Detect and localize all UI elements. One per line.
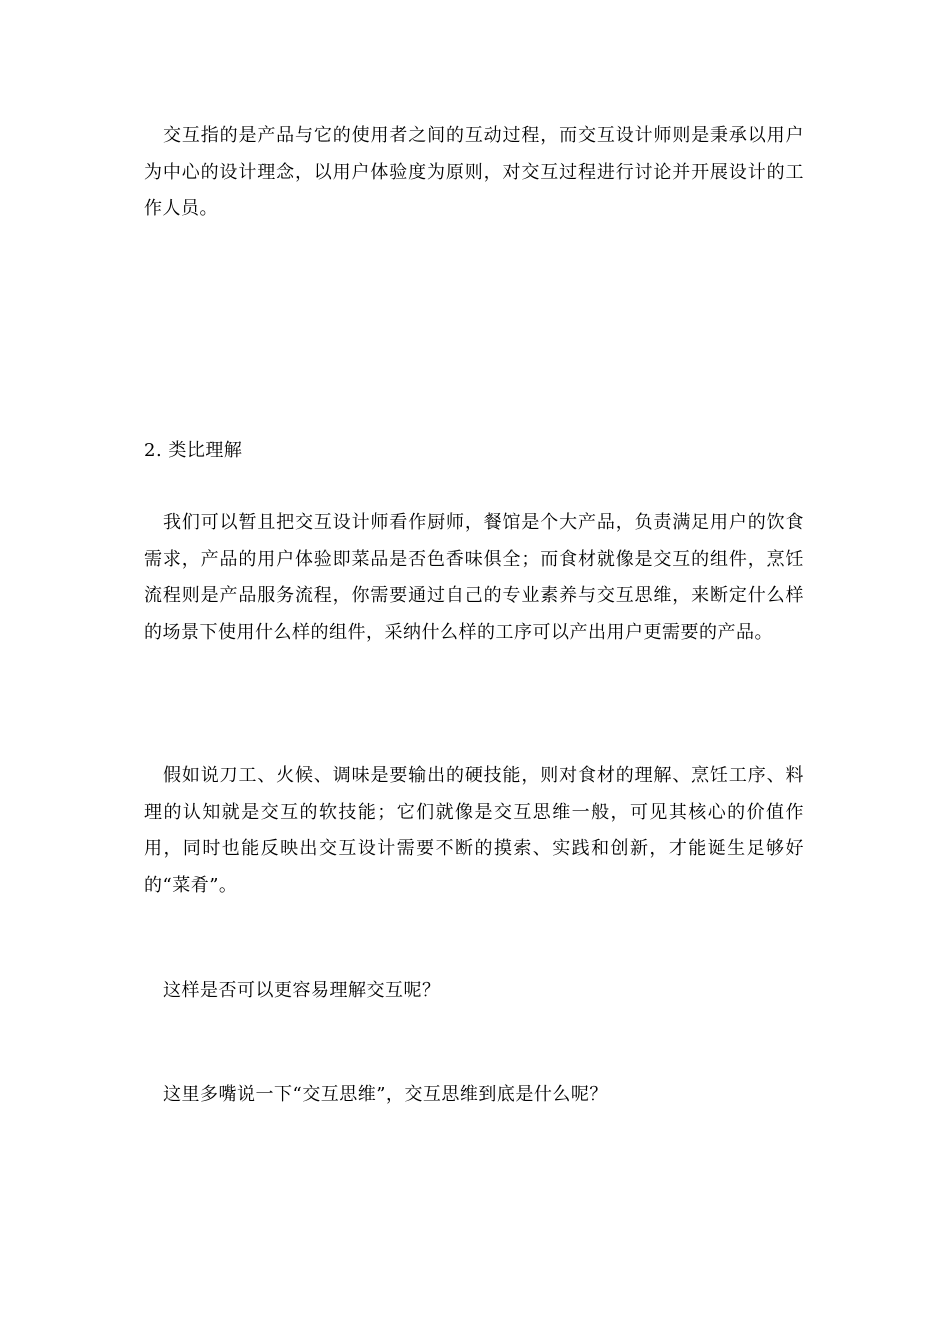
skills-paragraph: 假如说刀工、火候、调味是要输出的硬技能，则对食材的理解、烹饪工序、料理的认知就是交互的软技能；它们就像是交互思维一般，可见其核心的价值作用，同时也能反映出交互设计需要不断的摸索、实践和创新，才能诞生足够好的“菜肴”。 <box>144 765 804 896</box>
section-heading: 2. 类比理解 <box>144 440 243 461</box>
interaction-thinking-paragraph: 这里多嘴说一下“交互思维”，交互思维到底是什么呢？ <box>163 1084 608 1105</box>
analogy-paragraph: 我们可以暂且把交互设计师看作厨师，餐馆是个大产品，负责满足用户的饮食需求，产品的用户体验即菜品是否色香味俱全；而食材就像是交互的组件，烹饪流程则是产品服务流程，你需要通过自己的专业素养与交互思维，来断定什么样的场景下使用什么样的组件，采纳什么样的工序可以产出用户更需要的产品。 <box>144 512 804 643</box>
intro-paragraph: 交互指的是产品与它的使用者之间的互动过程，而交互设计师则是秉承以用户为中心的设计理念，以用户体验度为原则，对交互过程进行讨论并开展设计的工作人员。 <box>144 125 804 219</box>
question-paragraph: 这样是否可以更容易理解交互呢？ <box>163 980 441 1001</box>
